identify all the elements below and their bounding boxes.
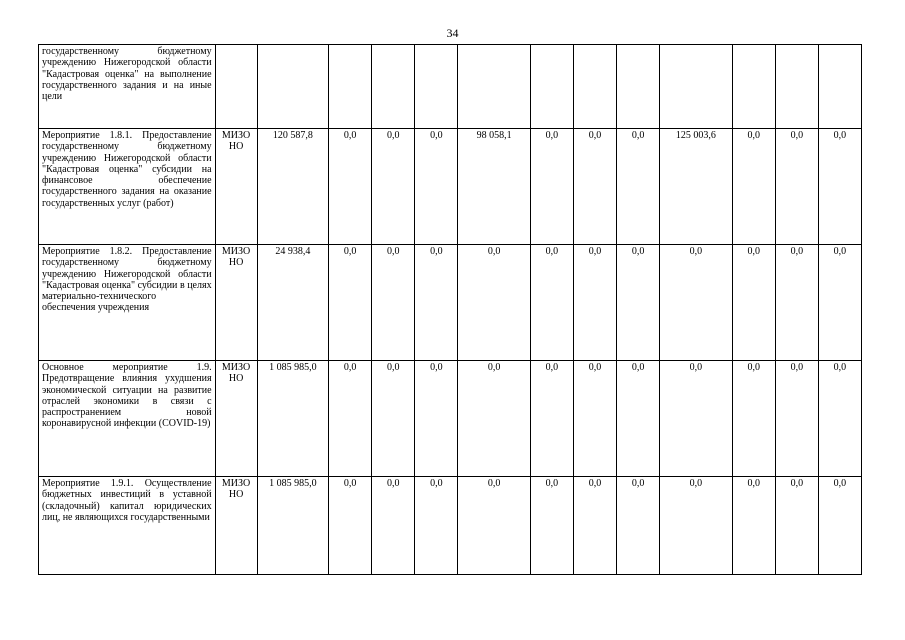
value-cell: 125 003,6 (660, 129, 733, 245)
value-cell (660, 45, 733, 129)
value-cell (257, 45, 328, 129)
value-cell: 0,0 (732, 477, 775, 575)
value-cell: 0,0 (530, 477, 573, 575)
value-cell: 0,0 (617, 129, 660, 245)
value-cell: 0,0 (775, 477, 818, 575)
row-description: Основное мероприятие 1.9. Предотвращение влияния ухудшения экономической ситуации на развитие отраслей экономики в связи с распространением новой коронавирусной инфекции (COVID-19) (39, 361, 216, 477)
value-cell: 0,0 (530, 129, 573, 245)
value-cell: 0,0 (372, 477, 415, 575)
value-cell: 0,0 (732, 361, 775, 477)
row-executor: МИЗО НО (215, 245, 257, 361)
value-cell: 0,0 (458, 361, 531, 477)
value-cell: 0,0 (573, 245, 616, 361)
value-cell: 0,0 (818, 129, 861, 245)
value-cell: 0,0 (415, 129, 458, 245)
value-cell: 0,0 (660, 361, 733, 477)
value-cell: 0,0 (415, 361, 458, 477)
value-cell (415, 45, 458, 129)
value-cell: 0,0 (818, 245, 861, 361)
table-row (39, 129, 862, 245)
value-cell (617, 45, 660, 129)
value-cell (732, 45, 775, 129)
value-cell: 120 587,8 (257, 129, 328, 245)
value-cell: 0,0 (573, 361, 616, 477)
value-cell: 98 058,1 (458, 129, 531, 245)
value-cell: 0,0 (617, 245, 660, 361)
value-cell (573, 45, 616, 129)
value-cell (329, 45, 372, 129)
row-description: Мероприятие 1.9.1. Осуществление бюджетных инвестиций в уставной (складочный) капитал юридических лиц, не являющихся государственными (39, 477, 216, 575)
value-cell: 0,0 (329, 477, 372, 575)
value-cell: 0,0 (660, 245, 733, 361)
value-cell: 0,0 (732, 129, 775, 245)
value-cell: 0,0 (329, 245, 372, 361)
row-description: государственному бюджетному учреждению Нижегородской области "Кадастровая оценка" на выполнение государственного задания и на иные цели (39, 45, 216, 129)
row-description: Мероприятие 1.8.1. Предоставление государственному бюджетному учреждению Нижегородской области "Кадастровая оценка" субсидии на финансовое обеспечение государственного задания на оказание государственных услуг (работ) (39, 129, 216, 245)
value-cell: 0,0 (530, 361, 573, 477)
value-cell (372, 45, 415, 129)
row-executor: МИЗО НО (215, 361, 257, 477)
value-cell: 0,0 (818, 477, 861, 575)
value-cell (818, 45, 861, 129)
row-executor (215, 45, 257, 129)
value-cell: 0,0 (415, 477, 458, 575)
value-cell: 0,0 (617, 477, 660, 575)
value-cell: 0,0 (775, 129, 818, 245)
value-cell: 0,0 (458, 477, 531, 575)
value-cell: 0,0 (573, 477, 616, 575)
value-cell: 1 085 985,0 (257, 361, 328, 477)
value-cell: 0,0 (372, 245, 415, 361)
value-cell (775, 45, 818, 129)
value-cell (530, 45, 573, 129)
row-executor: МИЗО НО (215, 477, 257, 575)
value-cell: 0,0 (415, 245, 458, 361)
value-cell: 0,0 (458, 245, 531, 361)
value-cell: 0,0 (732, 245, 775, 361)
value-cell: 0,0 (818, 361, 861, 477)
value-cell: 0,0 (775, 245, 818, 361)
value-cell: 0,0 (372, 129, 415, 245)
value-cell: 1 085 985,0 (257, 477, 328, 575)
row-executor: МИЗО НО (215, 129, 257, 245)
value-cell: 0,0 (329, 129, 372, 245)
row-description: Мероприятие 1.8.2. Предоставление государственному бюджетному учреждению Нижегородской области "Кадастровая оценка" субсидии в целях материально-технического обеспечения учреждения (39, 245, 216, 361)
budget-table (38, 44, 862, 575)
value-cell: 0,0 (530, 245, 573, 361)
value-cell: 0,0 (775, 361, 818, 477)
value-cell: 0,0 (372, 361, 415, 477)
value-cell: 0,0 (329, 361, 372, 477)
page-number: 34 (446, 26, 459, 40)
table-row (39, 361, 862, 477)
value-cell: 0,0 (573, 129, 616, 245)
value-cell: 0,0 (617, 361, 660, 477)
table-row (39, 45, 862, 129)
table-row (39, 245, 862, 361)
value-cell: 0,0 (660, 477, 733, 575)
value-cell (458, 45, 531, 129)
value-cell: 24 938,4 (257, 245, 328, 361)
table-row (39, 477, 862, 575)
